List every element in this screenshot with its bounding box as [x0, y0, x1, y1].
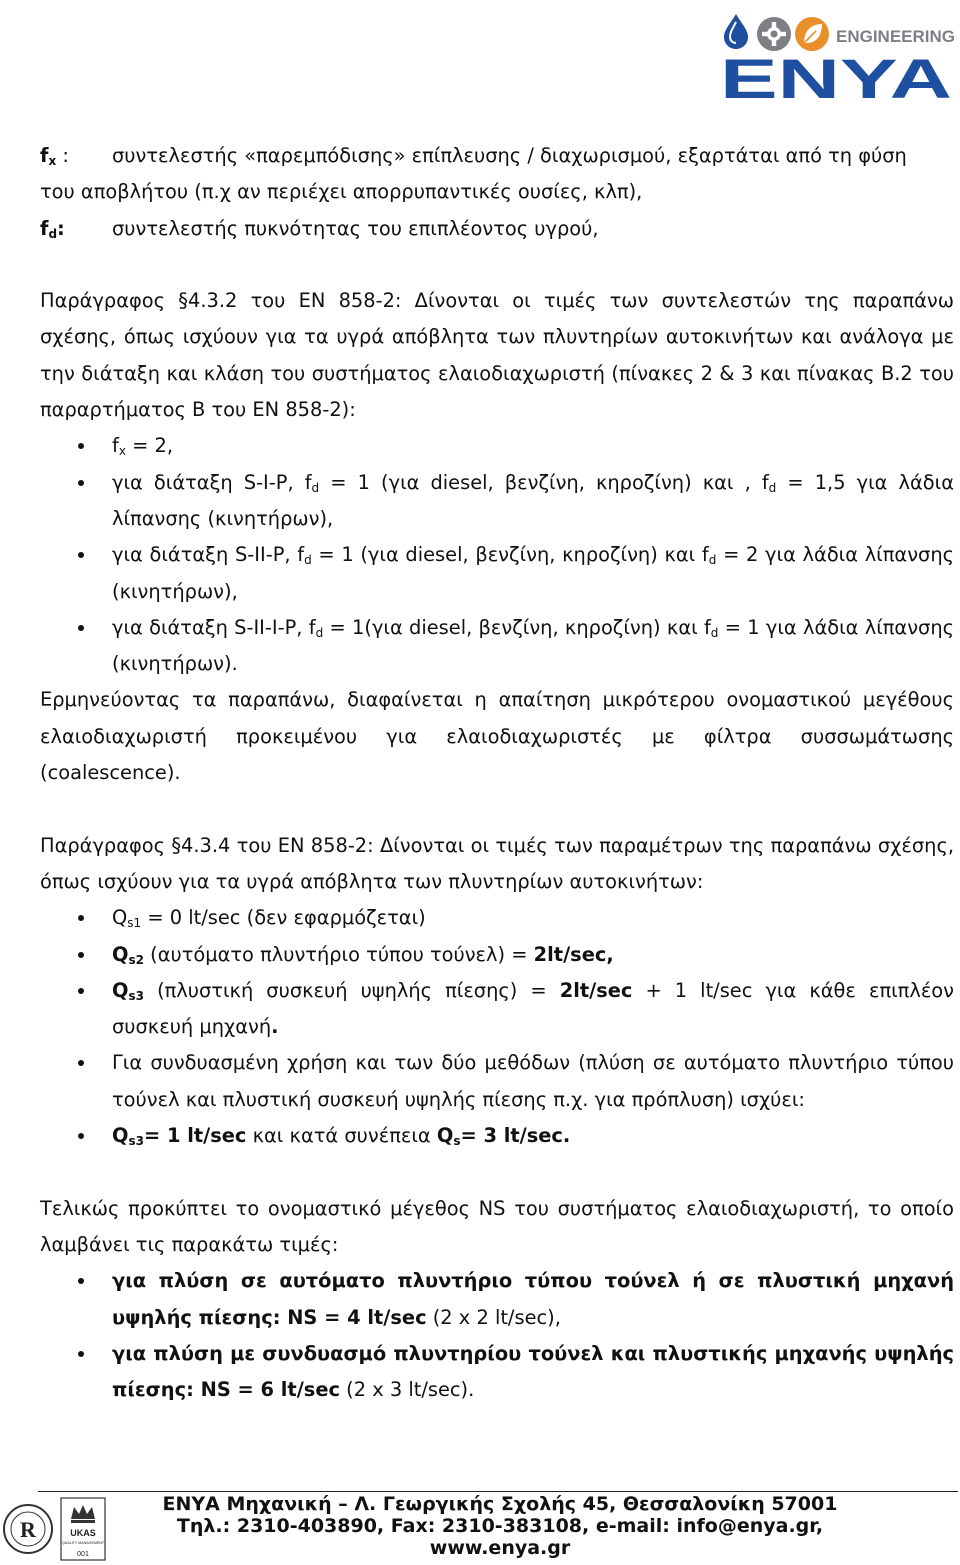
- footer-divider: [38, 1491, 958, 1492]
- footer-address: ΕΝΥΑ Μηχανική – Λ. Γεωργικής Σχολής 45, Θεσσαλονίκη 57001: [162, 1493, 838, 1515]
- list-item: $f_x = 2$,: [40, 428, 954, 464]
- definition-term: $f_x$ :: [40, 144, 69, 168]
- gear-icon: [757, 17, 791, 51]
- flow-rates-list: [40, 900, 954, 1154]
- logo-brand: ENYA: [720, 47, 952, 100]
- ukas-subtitle: QUALITY MANAGEMENT: [61, 1541, 105, 1545]
- list-item: $Q_{s3}= 1$ lt/sec και κατά συνέπεια $Q_s= 3$ lt/sec.: [40, 1118, 954, 1154]
- definition-text: συντελεστής «παρεμπόδισης» επίπλευσης / διαχωρισμού, εξαρτάται από τη φύση: [112, 144, 907, 167]
- leaf-icon: [795, 17, 829, 51]
- list-item: $Q_{s3}$ (πλυστική συσκευή υψηλής πίεσης) = 2lt/sec + 1 lt/sec για κάθε επιπλέον συσκευή μηχανή.: [40, 973, 954, 1046]
- definition-term: $f_d$:: [40, 216, 65, 241]
- list-item: $Q_{s2}$ (αυτόματο πλυντήριο τύπου τούνελ) = 2lt/sec,: [40, 937, 954, 973]
- list-item: για πλύση σε αυτόματο πλυντήριο τύπου τούνελ ή σε πλυστική μηχανή υψηλής πίεσης: NS = 4 lt/sec (2 x 2 lt/sec),: [40, 1263, 954, 1336]
- coefficients-list: [40, 428, 954, 682]
- list-item: για πλύση με συνδυασμό πλυντηρίου τούνελ και πλυστικής μηχανής υψηλής πίεσης: NS = 6 lt/sec (2 x 3 lt/sec).: [40, 1336, 954, 1409]
- logo-tagline: ENGINEERING: [836, 27, 956, 46]
- list-item: για διάταξη S-I-P, $f_d = 1$ (για diesel, βενζίνη, κηροζίνη) και , $f_d = 1,5$ για λάδια λίπανσης (κινητήρων),: [40, 465, 954, 538]
- definition-text: συντελεστής πυκνότητας του επιπλέοντος υγρού,: [112, 216, 599, 240]
- footer-contact: [110, 1493, 890, 1559]
- quality-mark-letter: R: [20, 1517, 36, 1542]
- document-body: [40, 138, 954, 1408]
- enya-engineering-logo: [716, 8, 956, 100]
- definition-continuation: του αποβλήτου (π.χ αν περιέχει απορρυπαντικές ουσίες, κλπ),: [40, 180, 643, 204]
- footer-contacts: Τηλ.: 2310-403890, Fax: 2310-383108, e-mail: info@enya.gr, www.enya.gr: [176, 1515, 824, 1559]
- list-item: για διάταξη S-II-I-P, $f_d = 1(\gamma\iota\alpha$ diesel, βενζίνη, κηροζίνη) και $f_d = 1$ για λάδια λίπανσης (κινητήρων).: [40, 610, 954, 683]
- interpretation-paragraph: Ερμηνεύοντας τα παραπάνω, διαφαίνεται η απαίτηση μικρότερου ονομαστικού μεγέθους ελαιοδιαχωριστή προκειμένου για ελαιοδιαχωριστές με φίλτρα συσσωμάτωσης (coalescence).: [40, 688, 954, 785]
- paragraph-4-3-4: Παράγραφος §4.3.4 του EN 858-2: Δίνονται οι τιμές των παραμέτρων της παραπάνω σχέσης, όπως ισχύουν για τα υγρά απόβλητα των πλυντηρίων αυτοκινήτων:: [40, 833, 954, 893]
- conclusion-paragraph: Τελικώς προκύπτει το ονομαστικό μέγεθος NS του συστήματος ελαιοδιαχωριστή, το οποίο λαμβάνει τις παρακάτω τιμές:: [40, 1196, 954, 1256]
- definition-fx: [40, 138, 954, 174]
- ukas-certification-mark: [60, 1497, 106, 1561]
- paragraph-4-3-2: Παράγραφος §4.3.2 του EN 858-2: Δίνονται οι τιμές των συντελεστών της παραπάνω σχέσης, όπως ισχύουν για τα υγρά απόβλητα των πλυντηρίων αυτοκινήτων και ανάλογα με την διάταξη και κλάση του συστήματος ελαιοδιαχωριστή (πίνακες 2 & 3 και πίνακας Β.2 του παραρτήματος Β του EN 858-2):: [40, 289, 954, 422]
- definition-fd: [40, 211, 954, 247]
- list-item: $Q_{s1} = 0$ lt/sec (δεν εφαρμόζεται): [40, 900, 954, 936]
- quality-certification-mark: [2, 1497, 54, 1561]
- list-item: για διάταξη S-II-P, $f_d = 1$ (για diesel, βενζίνη, κηροζίνη) και $f_d = 2$ για λάδια λίπανσης (κινητήρων),: [40, 537, 954, 610]
- ukas-label: UKAS: [70, 1528, 96, 1538]
- list-item: Για συνδυασμένη χρήση και των δύο μεθόδων (πλύση σε αυτόματο πλυντήριο τύπου τούνελ και πλυστική συσκευή υψηλής πίεσης π.χ. για πρόπλυση) ισχύει:: [40, 1045, 954, 1118]
- nominal-size-list: [40, 1263, 954, 1408]
- ukas-number: 001: [77, 1551, 89, 1558]
- water-drop-icon: [724, 14, 748, 49]
